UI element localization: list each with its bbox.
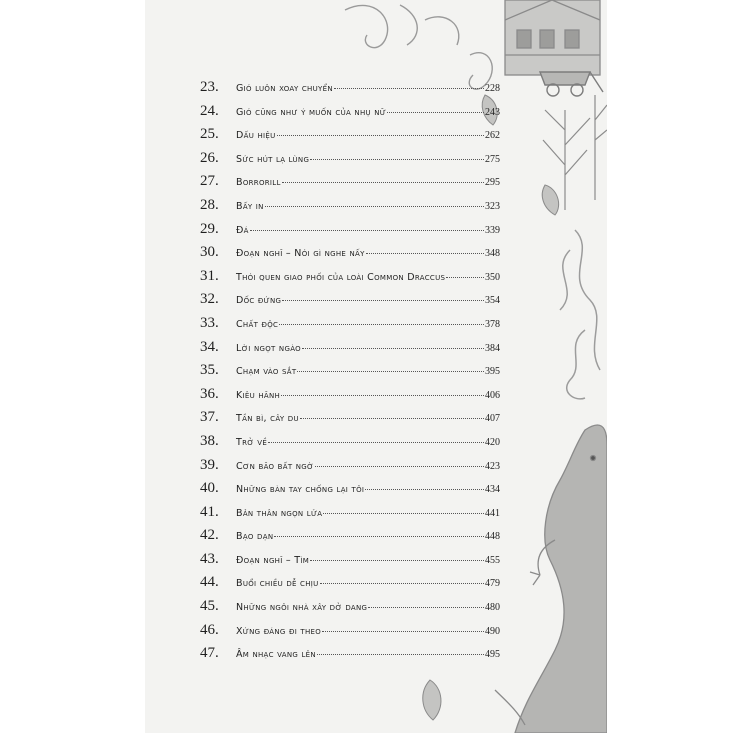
chapter-title: Bản thân ngọn lửa [236, 507, 323, 519]
page-number: 479 [485, 578, 500, 590]
toc-entry [200, 386, 500, 410]
vine-ornament-icon [560, 230, 600, 399]
dot-leader [310, 560, 484, 561]
toc-entry [200, 79, 500, 103]
page-number: 448 [485, 531, 500, 543]
chapter-number: 40. [200, 480, 219, 497]
page-number: 495 [485, 649, 500, 661]
toc-entry [200, 315, 500, 339]
chapter-title: Những bàn tay chống lại tôi [236, 484, 365, 496]
chapter-number: 31. [200, 267, 219, 284]
chapter-number: 27. [200, 173, 219, 190]
page-number: 350 [485, 271, 500, 283]
chapter-title: Đoạn nghĩ – Tìm [236, 554, 310, 566]
chapter-number: 28. [200, 196, 219, 213]
dot-leader [250, 230, 484, 231]
toc-entry [200, 645, 500, 669]
page-number: 348 [485, 248, 500, 260]
chapter-number: 38. [200, 432, 219, 449]
chapter-title: Chất độc [236, 318, 279, 330]
dot-leader [446, 277, 484, 278]
chapter-number: 36. [200, 385, 219, 402]
page-number: 275 [485, 153, 500, 165]
dot-leader [265, 206, 484, 207]
house-illustration [505, 0, 600, 75]
chapter-title: Sức hút lạ lùng [236, 153, 310, 165]
chapter-number: 30. [200, 244, 219, 261]
toc-entry [200, 480, 500, 504]
page-number: 434 [485, 484, 500, 496]
chapter-title: Âm nhạc vang lên [236, 649, 316, 661]
toc-entry [200, 150, 500, 174]
page-number: 420 [485, 436, 500, 448]
chapter-title: Lời ngọt ngào [236, 342, 301, 354]
chapter-title: Cơn bão bất ngờ [236, 460, 314, 472]
dot-leader [297, 371, 484, 372]
page-number: 262 [485, 130, 500, 142]
dragon-illustration [495, 425, 607, 733]
dot-leader [320, 583, 484, 584]
toc-entry [200, 244, 500, 268]
page-number: 406 [485, 389, 500, 401]
chapter-number: 43. [200, 550, 219, 567]
page-number: 423 [485, 460, 500, 472]
chapter-number: 41. [200, 503, 219, 520]
toc-entry [200, 504, 500, 528]
chapter-title: Bấy in [236, 200, 264, 212]
chapter-title: Chạm vào sắt [236, 366, 297, 378]
toc-entry [200, 268, 500, 292]
page-number: 480 [485, 602, 500, 614]
toc-entry [200, 409, 500, 433]
chapter-number: 44. [200, 574, 219, 591]
book-page [145, 0, 607, 733]
dot-leader [279, 324, 484, 325]
page-number: 339 [485, 224, 500, 236]
chapter-title: Xứng đáng đi theo [236, 625, 322, 637]
dot-leader [277, 135, 484, 136]
dot-leader [315, 466, 484, 467]
chapter-number: 34. [200, 338, 219, 355]
chapter-number: 45. [200, 598, 219, 615]
table-of-contents [200, 79, 500, 669]
toc-entry [200, 551, 500, 575]
toc-entry [200, 221, 500, 245]
toc-entry [200, 291, 500, 315]
dot-leader [274, 536, 484, 537]
chapter-number: 35. [200, 362, 219, 379]
chapter-title: Thói quen giao phối của loài Common Draccus [236, 271, 446, 283]
dot-leader [300, 418, 484, 419]
dot-leader [334, 88, 484, 89]
toc-entry [200, 197, 500, 221]
dot-leader [268, 442, 484, 443]
chapter-number: 32. [200, 291, 219, 308]
toc-entry [200, 598, 500, 622]
toc-entry [200, 622, 500, 646]
chapter-title: Những ngôi nhà xây dở dang [236, 602, 368, 614]
dot-leader [365, 489, 484, 490]
chapter-number: 47. [200, 645, 219, 662]
dot-leader [282, 182, 484, 183]
toc-entry [200, 574, 500, 598]
page-number: 441 [485, 507, 500, 519]
toc-entry [200, 103, 500, 127]
toc-entry [200, 339, 500, 363]
chapter-number: 29. [200, 220, 219, 237]
page-number: 378 [485, 318, 500, 330]
chapter-number: 37. [200, 409, 219, 426]
chapter-number: 23. [200, 79, 219, 95]
chapter-title: Bạo dạn [236, 531, 274, 543]
page-number: 455 [485, 554, 500, 566]
toc-entry [200, 126, 500, 150]
dot-leader [317, 654, 484, 655]
dot-leader [366, 253, 484, 254]
page-number: 243 [485, 106, 500, 118]
dot-leader [310, 159, 484, 160]
dot-leader [368, 607, 484, 608]
toc-entry [200, 362, 500, 386]
toc-entry [200, 527, 500, 551]
dot-leader [281, 395, 484, 396]
chapter-number: 24. [200, 102, 219, 119]
chapter-title: Borrorill [236, 177, 281, 189]
chapter-number: 39. [200, 456, 219, 473]
chapter-title: Gió cũng như ý muốn của nhụ nữ [236, 106, 387, 118]
chapter-title: Tần bì, cây du [236, 413, 299, 425]
page-number: 407 [485, 413, 500, 425]
dot-leader [387, 112, 484, 113]
toc-entry [200, 433, 500, 457]
chapter-title: Trở về [236, 436, 268, 448]
page-number: 228 [485, 83, 500, 94]
chapter-number: 33. [200, 314, 219, 331]
page-number: 354 [485, 295, 500, 307]
chapter-number: 25. [200, 126, 219, 143]
dot-leader [323, 513, 484, 514]
page-number: 323 [485, 200, 500, 212]
chapter-title: Buổi chiều dễ chịu [236, 578, 319, 590]
chapter-number: 42. [200, 527, 219, 544]
dot-leader [282, 300, 484, 301]
toc-entry [200, 173, 500, 197]
chapter-title: Dốc đứng [236, 295, 282, 307]
chapter-title: Đá [236, 224, 249, 236]
page-number: 490 [485, 625, 500, 637]
dot-leader [302, 348, 484, 349]
page-number: 395 [485, 366, 500, 378]
chapter-number: 26. [200, 149, 219, 166]
dot-leader [322, 631, 484, 632]
page-number: 384 [485, 342, 500, 354]
page-number: 295 [485, 177, 500, 189]
toc-entry [200, 457, 500, 481]
chapter-title: Đoạn nghĩ – Nói gì nghe nấy [236, 248, 365, 260]
chapter-number: 46. [200, 621, 219, 638]
swirl-ornament-icon [345, 5, 492, 89]
chapter-title: Gió luôn xoay chuyển [236, 83, 333, 94]
chapter-title: Dấu hiệu [236, 130, 276, 142]
chapter-title: Kiêu hãnh [236, 389, 281, 401]
